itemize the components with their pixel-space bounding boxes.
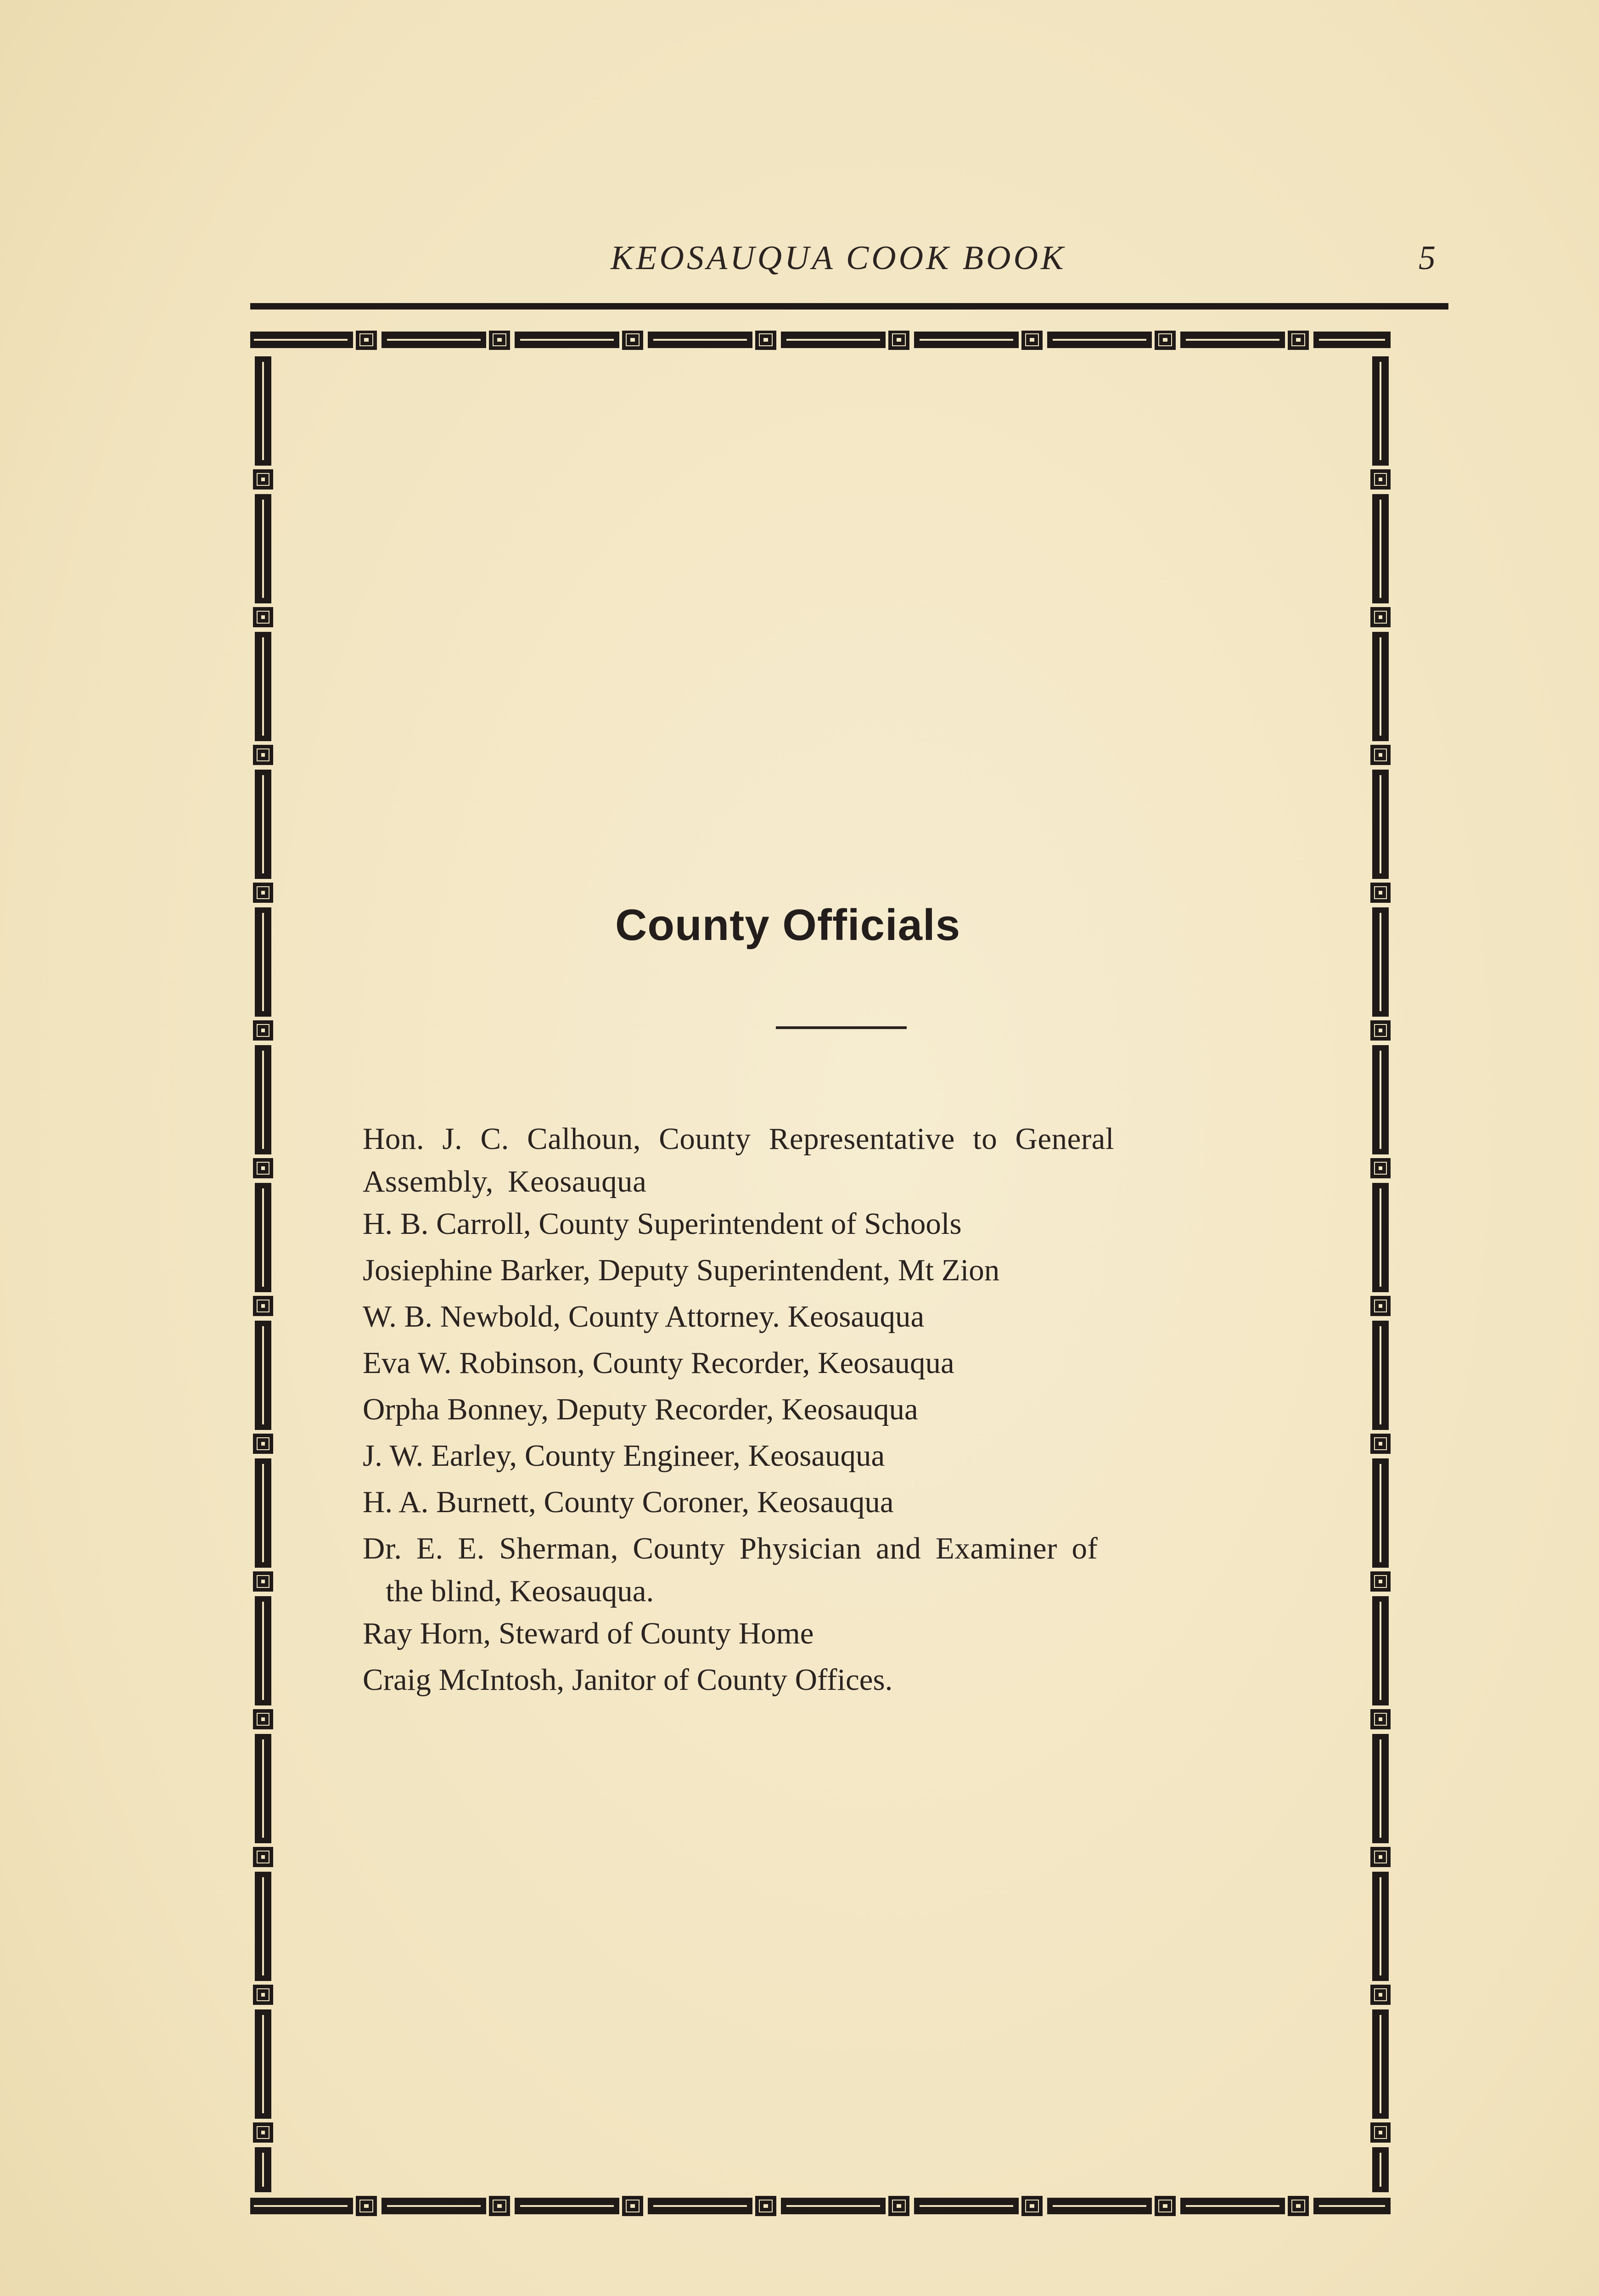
- border-square-inner: [1377, 1165, 1384, 1172]
- border-square-inner: [259, 1991, 267, 1998]
- border-bar-inner: [260, 1324, 266, 1426]
- border-square: [1372, 1986, 1389, 2003]
- border-square: [1372, 1435, 1389, 1452]
- border-square-inner: [628, 336, 637, 343]
- border-bar-inner: [1378, 1600, 1383, 1702]
- border-square: [1372, 609, 1389, 625]
- border-square-inner: [1377, 1991, 1384, 1998]
- list-item: [363, 1294, 1295, 1340]
- border-square: [1372, 1573, 1389, 1590]
- list-item-text: H. A. Burnett, County Coroner, Keosauqua: [363, 1485, 894, 1519]
- list-item-text: W. B. Newbold, County Attorney. Keosauqua: [363, 1300, 925, 1334]
- border-square: [890, 2198, 908, 2214]
- border-bar-inner: [260, 360, 266, 462]
- page-number: 5: [1419, 239, 1436, 277]
- border-bar-inner: [1378, 2151, 1383, 2189]
- border-bar-inner: [1378, 2013, 1383, 2115]
- border-square-inner: [1294, 2202, 1302, 2210]
- list-item: [363, 1657, 1295, 1703]
- border-square-inner: [762, 2202, 770, 2210]
- border-bar-inner: [918, 2203, 1015, 2209]
- border-bar-inner: [1378, 1738, 1383, 1840]
- border-square: [1023, 332, 1041, 348]
- border-bar-inner: [1378, 773, 1383, 875]
- border-bar-inner: [1317, 2203, 1387, 2209]
- border-bar-inner: [260, 636, 266, 737]
- border-bar-inner: [1378, 636, 1383, 737]
- border-bar-inner: [260, 1462, 266, 1564]
- list-item-text: Eva W. Robinson, County Recorder, Keosauqua: [363, 1346, 954, 1380]
- list-item: [363, 1525, 1295, 1610]
- border-square: [255, 1298, 271, 1314]
- border-square-inner: [259, 2129, 267, 2136]
- border-square-inner: [259, 1578, 267, 1585]
- border-bar-inner: [385, 2203, 483, 2209]
- list-item-text: J. W. Earley, County Engineer, Keosauqua: [363, 1439, 885, 1473]
- border-bar-inner: [260, 911, 266, 1013]
- border-square-inner: [1377, 476, 1384, 483]
- border-bar-inner: [1378, 360, 1383, 462]
- border-square-inner: [1377, 1716, 1384, 1723]
- border-square-inner: [1161, 336, 1169, 343]
- list-item: [363, 1433, 1295, 1479]
- border-square-inner: [1028, 336, 1036, 343]
- list-item-text: Orpha Bonney, Deputy Recorder, Keosauqua: [363, 1392, 918, 1426]
- border-bar-inner: [651, 2203, 749, 2209]
- border-square: [255, 471, 271, 488]
- list-item-text: H. B. Carroll, County Superintendent of Schools: [363, 1207, 962, 1241]
- border-bar-inner: [1184, 2203, 1281, 2209]
- border-bar-inner: [260, 1187, 266, 1289]
- border-square: [255, 1573, 271, 1590]
- border-bar-inner: [260, 2013, 266, 2115]
- border-square-inner: [1161, 2202, 1169, 2210]
- border-square: [1372, 1849, 1389, 1865]
- border-square-inner: [895, 2202, 903, 2210]
- border-square-inner: [259, 476, 267, 483]
- border-square-inner: [259, 613, 267, 621]
- border-square-inner: [259, 1440, 267, 1447]
- list-item: [363, 1386, 1295, 1433]
- border-square: [1372, 471, 1389, 488]
- border-square: [757, 332, 774, 348]
- border-bar-inner: [260, 2151, 266, 2189]
- border-square: [1372, 1022, 1389, 1039]
- border-square-inner: [362, 336, 370, 343]
- border-square: [890, 332, 908, 348]
- list-item: [363, 1201, 1295, 1247]
- border-square-inner: [628, 2202, 637, 2210]
- border-square-inner: [1377, 613, 1384, 621]
- border-square: [1372, 2124, 1389, 2141]
- list-item-continuation: Assembly, Keosauqua: [363, 1165, 647, 1199]
- border-square: [255, 1849, 271, 1865]
- border-square: [1290, 2198, 1307, 2214]
- border-bar-inner: [918, 337, 1015, 343]
- border-square-inner: [259, 1027, 267, 1034]
- border-square: [255, 1435, 271, 1452]
- border-square: [1372, 1298, 1389, 1314]
- list-item: [363, 1479, 1295, 1525]
- border-bar-inner: [518, 337, 616, 343]
- border-bar-inner: [1378, 1187, 1383, 1289]
- list-item-text: Hon. J. C. Calhoun, County Representative to General: [363, 1122, 1114, 1156]
- border-square: [1372, 884, 1389, 901]
- header-rule: [250, 303, 1448, 310]
- border-square-inner: [495, 336, 504, 343]
- border-bar-inner: [252, 337, 349, 343]
- list-item-text: Ray Horn, Steward of County Home: [363, 1616, 814, 1650]
- list-item-text: Dr. E. E. Sherman, County Physician and Examiner of: [363, 1531, 1098, 1565]
- border-square-inner: [1377, 1302, 1384, 1310]
- border-square-inner: [259, 1853, 267, 1861]
- border-square: [1372, 1160, 1389, 1176]
- border-square-inner: [259, 751, 267, 759]
- border-square: [1156, 332, 1174, 348]
- border-square: [255, 609, 271, 625]
- border-bar-inner: [260, 1049, 266, 1151]
- border-bar-inner: [1378, 498, 1383, 600]
- officials-list: [363, 1116, 1295, 1703]
- title-rule: [776, 1026, 907, 1029]
- border-bar-inner: [385, 337, 483, 343]
- list-item-text: Craig McIntosh, Janitor of County Offices.: [363, 1663, 893, 1697]
- border-bar-inner: [260, 1875, 266, 1977]
- border-bar-inner: [785, 337, 882, 343]
- border-square: [491, 2198, 508, 2214]
- list-item: [363, 1610, 1295, 1657]
- border-square: [624, 2198, 641, 2214]
- border-square: [1290, 332, 1307, 348]
- border-bar-inner: [260, 498, 266, 600]
- border-square: [255, 884, 271, 901]
- border-square: [255, 1711, 271, 1728]
- border-square: [255, 1160, 271, 1176]
- border-square: [1023, 2198, 1041, 2214]
- border-bar-inner: [260, 1600, 266, 1702]
- border-square: [1372, 1711, 1389, 1728]
- border-bar-inner: [1378, 1049, 1383, 1151]
- border-bar-inner: [1051, 2203, 1148, 2209]
- border-bar-inner: [1184, 337, 1281, 343]
- border-square: [1156, 2198, 1174, 2214]
- border-square-inner: [1377, 1578, 1384, 1585]
- border-square: [255, 1986, 271, 2003]
- border-square: [358, 332, 375, 348]
- border-square-inner: [1377, 1027, 1384, 1034]
- border-square-inner: [1294, 336, 1302, 343]
- border-square-inner: [495, 2202, 504, 2210]
- list-item-text: Josiephine Barker, Deputy Superintendent, Mt Zion: [363, 1253, 1000, 1287]
- border-square: [1372, 747, 1389, 763]
- border-square-inner: [1377, 1440, 1384, 1447]
- border-bar-inner: [1051, 337, 1148, 343]
- border-bar-inner: [518, 2203, 616, 2209]
- border-square-inner: [259, 1716, 267, 1723]
- border-square: [624, 332, 641, 348]
- border-bar-inner: [651, 337, 749, 343]
- border-square-inner: [259, 1302, 267, 1310]
- border-bar-inner: [1317, 337, 1387, 343]
- border-bar-inner: [785, 2203, 882, 2209]
- border-bar-inner: [252, 2203, 349, 2209]
- border-square-inner: [1377, 1853, 1384, 1861]
- border-square: [491, 332, 508, 348]
- border-bar-inner: [260, 773, 266, 875]
- border-square-inner: [1377, 2129, 1384, 2136]
- border-bar-inner: [1378, 1462, 1383, 1564]
- border-square: [255, 747, 271, 763]
- list-item: [363, 1340, 1295, 1386]
- border-square-inner: [259, 889, 267, 896]
- border-bar-inner: [1378, 1875, 1383, 1977]
- border-square-inner: [362, 2202, 370, 2210]
- list-item: [363, 1247, 1295, 1294]
- border-square-inner: [259, 1165, 267, 1172]
- list-item: [363, 1116, 1295, 1201]
- border-bar-inner: [1378, 1324, 1383, 1426]
- border-bar-inner: [1378, 911, 1383, 1013]
- running-head: KEOSAUQUA COOK BOOK: [611, 239, 1066, 277]
- border-bar-inner: [260, 1738, 266, 1840]
- border-square-inner: [1028, 2202, 1036, 2210]
- border-square: [255, 2124, 271, 2141]
- border-square: [255, 1022, 271, 1039]
- list-item-continuation: the blind, Keosauqua.: [386, 1574, 654, 1608]
- border-square-inner: [762, 336, 770, 343]
- border-square-inner: [1377, 751, 1384, 759]
- border-square: [358, 2198, 375, 2214]
- border-square-inner: [895, 336, 903, 343]
- page-title: County Officials: [615, 900, 961, 950]
- border-square-inner: [1377, 889, 1384, 896]
- border-square: [757, 2198, 774, 2214]
